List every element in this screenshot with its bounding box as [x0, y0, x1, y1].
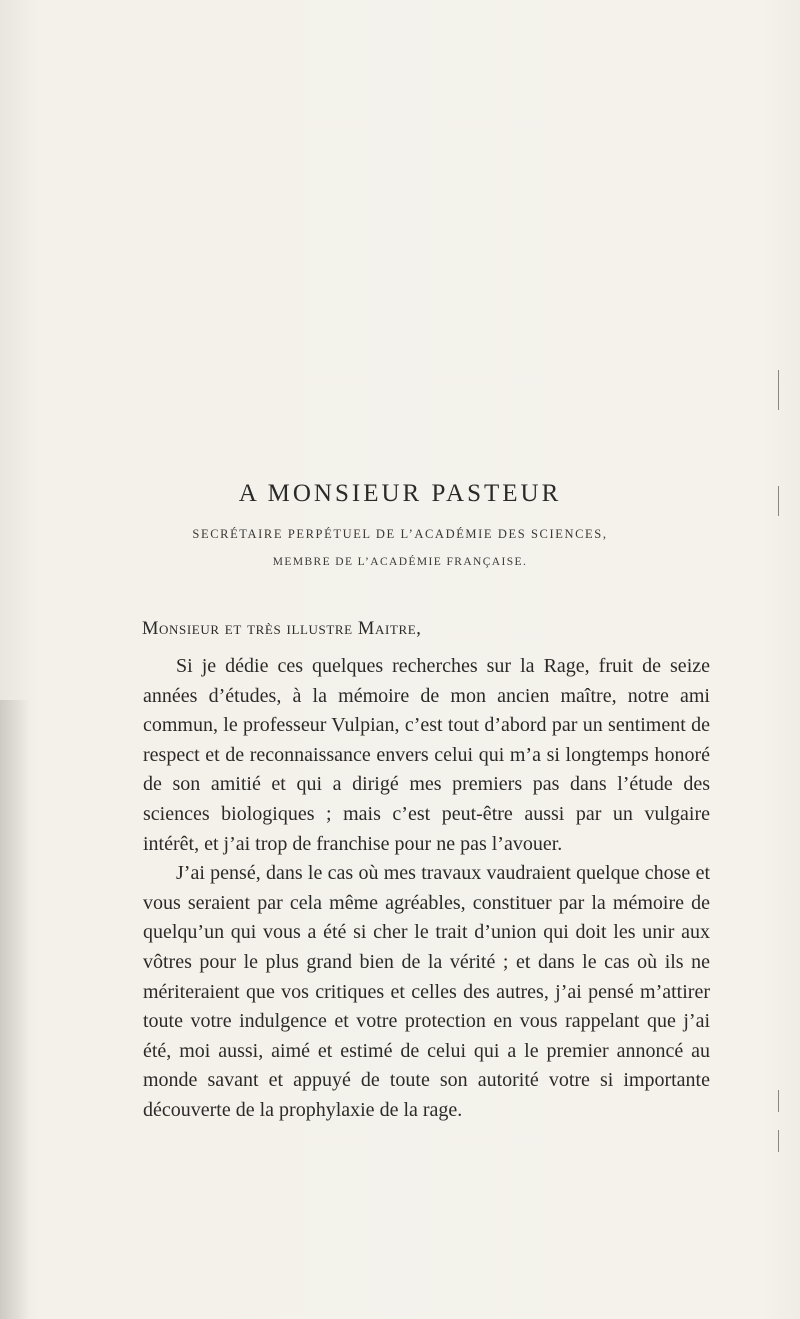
salutation: Monsieur et très illustre Maitre,: [142, 619, 422, 639]
page-edge-shadow: [0, 700, 30, 1319]
letter-body: [143, 652, 710, 1126]
paragraph: Si je dédie ces quelques recherches sur la Rage, fruit de seize années d’études, à la mémoire de mon ancien maître, notre ami commun, le professeur Vulpian, c’est tout d’abord par un sentiment de respect et de reconnaissance envers celui qui m’a si longtemps honoré de son amitié et qui a dirigé mes premiers pas dans l’étude des sciences biologiques ; mais c’est peut-être aussi par un vulgaire intérêt, et j’ai trop de franchise pour ne pas l’avouer.: [143, 655, 710, 855]
dedication-subtitle-line1: SECRÉTAIRE PERPÉTUEL DE L’ACADÉMIE DES SCIENCES,: [192, 527, 608, 541]
dedication-title: A MONSIEUR PASTEUR: [238, 480, 562, 507]
dedication-subtitle-line2: MEMBRE DE L’ACADÉMIE FRANÇAISE.: [272, 556, 528, 568]
margin-mark: [778, 1090, 779, 1112]
paragraph: J’ai pensé, dans le cas où mes travaux vaudraient quelque chose et vous seraient par cela même agréables, constituer par la mémoire de quelqu’un qui vous a été si cher le trait d’union qui doit les unir aux vôtres pour le plus grand bien de la vérité ; et dans le cas où ils ne mériteraient que vos critiques et celles des autres, j’ai pensé m’attirer toute votre indulgence et votre protection en vous rappelant que j’ai été, moi aussi, aimé et estimé de celui qui a le premier annoncé au monde savant et appuyé de toute son autorité votre si importante découverte de la prophylaxie de la rage.: [143, 862, 710, 1121]
margin-mark: [778, 1130, 779, 1152]
margin-mark: [778, 370, 779, 410]
margin-mark: [778, 486, 779, 516]
